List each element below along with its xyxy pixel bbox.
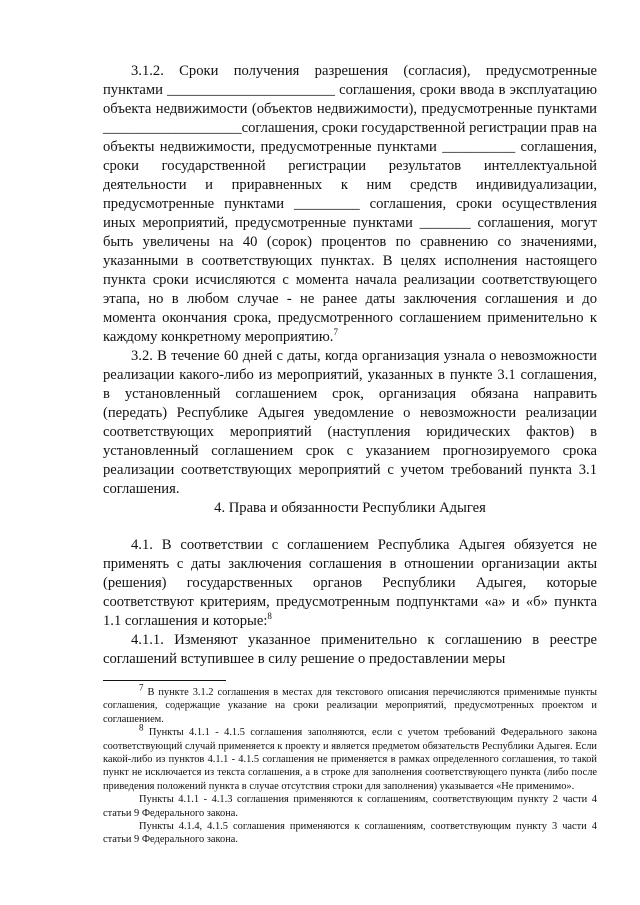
footnote-ref-8: 8 — [267, 611, 272, 622]
footnote-separator — [103, 680, 226, 681]
paragraph-4-1 — [103, 536, 597, 631]
paragraph-3-1-2 — [103, 62, 597, 347]
footnote-text: Пункты 4.1.4, 4.1.5 соглашения применяются к соглашениям, соответствующим пункту 3 части 4 статьи 9 Федерального закона. — [103, 821, 597, 846]
paragraph-text: 3.1.2. Сроки получения разрешения (согласия), предусмотренные пунктами _______________________ соглашения, сроки ввода в эксплуатацию объекта недвижимости (объектов недвижимости), предусмотренные пунктами ___________________соглашения, сроки государственной регистрации прав на объекты недвижимости, предусмотренные пунктами __________ соглашения, сроки государственной регистрации результатов интеллектуальной деятельности и приравненных к ним средств индивидуализации, предусмотренные пунктами _________ соглашения, сроки осуществления иных мероприятий, предусмотренные пунктами _______ соглашения, могут быть увеличены на 40 (сорок) процентов по сравнению со значениями, указанными в соответствующих пунктах. В целях исполнения настоящего пункта сроки исчисляются с момента начала реализации соответствующего этапа, но в любом случае - не ранее даты заключения соглашения и до момента окончания срока, предусмотренного соглашением применительно к каждому конкретному мероприятию. — [103, 63, 597, 345]
footnote-mark: 7 — [139, 682, 144, 693]
footnote-8-continued-1 — [103, 793, 597, 820]
footnote-text: Пункты 4.1.1 - 4.1.3 соглашения применяются к соглашениям, соответствующим пункту 2 части 4 статьи 9 Федерального закона. — [103, 794, 597, 819]
paragraph-text: 4.1. В соответствии с соглашением Республика Адыгея обязуется не применять с даты заключения соглашения в отношении организации акты (решения) государственных органов Республики Адыгея, которые соответствуют критериям, предусмотренным подпунктами «а» и «б» пункта 1.1 соглашения и которые: — [103, 537, 597, 629]
section-heading: 4. Права и обязанности Республики Адыгея — [214, 500, 486, 516]
footnote-8 — [103, 722, 597, 793]
footnote-8-continued-2 — [103, 820, 597, 847]
footnote-7 — [103, 682, 597, 726]
footnote-text: Пункты 4.1.1 - 4.1.5 соглашения заполняются, если с учетом требований Федерального закона соответствующий случай применяется к проекту и является предметом обязательств Республики Адыгея. Если какой-либо из пунктов 4.1.1 - 4.1.5 соглашения не применяется в рамках определенного соглашения, то такой пункт не исключается из текста соглашения, а в строке для заполнения соответствующего пункта (либо после приведения положений пункта в случае отсутствия строки для заполнения) указывается «Не применимо». — [103, 727, 597, 792]
document-body — [103, 62, 597, 669]
footnote-ref-7: 7 — [333, 327, 338, 338]
footnote-text: В пункте 3.1.2 соглашения в местах для текстового описания перечисляются применимые пункты соглашения, содержащие указание на сроки реализации мероприятий, предусмотренных проектом и соглашением. — [103, 687, 597, 725]
footnote-mark: 8 — [139, 722, 144, 733]
paragraph-4-1-1: 4.1.1. Изменяют указанное применительно к соглашению в реестре соглашений вступившее в силу решение о предоставлении меры — [103, 632, 597, 667]
paragraph-3-2: 3.2. В течение 60 дней с даты, когда организация узнала о невозможности реализации какого-либо из мероприятий, указанных в пункте 3.1 соглашения, в установленный соглашением срок, организация обязана направить (передать) Республике Адыгея уведомление о невозможности реализации соответствующих мероприятий (наступления юридических фактов) в установленный соглашением срок с указанием прогнозируемого срока реализации соответствующих мероприятий с учетом требований пункта 3.1 соглашения. — [103, 348, 597, 497]
footnotes — [103, 682, 597, 847]
